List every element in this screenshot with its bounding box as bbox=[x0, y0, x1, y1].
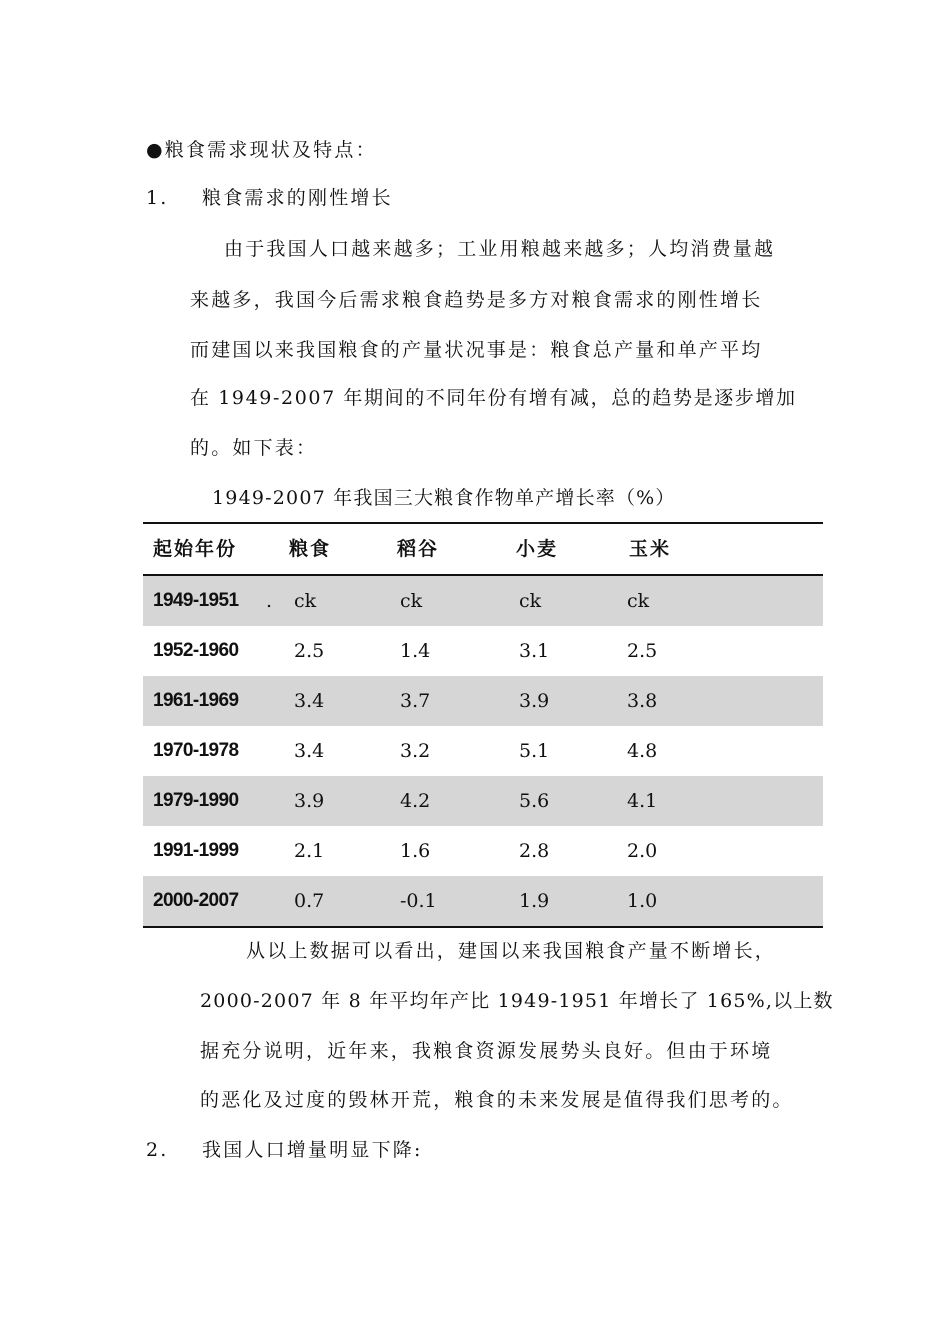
intro-line-5: 的。如下表： bbox=[190, 437, 318, 459]
table-cell: 1961-1969 bbox=[153, 690, 239, 711]
table-cell: 2.5 bbox=[627, 640, 658, 662]
table-cell: 3.9 bbox=[294, 790, 325, 812]
table-row bbox=[143, 676, 823, 726]
intro-line-2: 来越多，我国今后需求粮食趋势是多方对粮食需求的刚性增长 bbox=[190, 289, 763, 311]
conclusion-line-4: 的恶化及过度的毁林开荒，粮食的未来发展是值得我们思考的。 bbox=[200, 1089, 794, 1111]
table-cell: 1952-1960 bbox=[153, 640, 239, 661]
conclusion-line-2: 2000-2007 年 8 年平均年产比 1949-1951 年增长了 165%,以上数 bbox=[200, 990, 834, 1012]
table-cell: 1970-1978 bbox=[153, 740, 239, 761]
table-header-row bbox=[143, 524, 823, 576]
table-cell: 1.4 bbox=[400, 640, 431, 662]
table-cell: ck bbox=[627, 590, 650, 612]
table-caption: 1949-2007 年我国三大粮食作物单产增长率（%） bbox=[212, 487, 676, 509]
intro-line-1: 由于我国人口越来越多；工业用粮越来越多；人均消费量越 bbox=[224, 238, 776, 260]
stray-mark: . bbox=[266, 590, 273, 612]
table-cell: 1.0 bbox=[627, 890, 658, 912]
section-2-number: 2. bbox=[146, 1139, 169, 1161]
intro-line-4: 在 1949-2007 年期间的不同年份有增有减，总的趋势是逐步增加 bbox=[190, 387, 797, 409]
yield-growth-table bbox=[143, 522, 823, 928]
table-cell: 4.2 bbox=[400, 790, 431, 812]
header-cell: 稻谷 bbox=[397, 538, 440, 560]
section-2-title: 我国人口增量明显下降: bbox=[202, 1139, 423, 1161]
table-cell: ck bbox=[294, 590, 317, 612]
table-cell: ck bbox=[519, 590, 542, 612]
table-row bbox=[143, 726, 823, 776]
table-cell: 1991-1999 bbox=[153, 840, 239, 861]
table-cell: 1949-1951 bbox=[153, 590, 239, 611]
table-cell: 2.8 bbox=[519, 840, 550, 862]
table-cell: 2000-2007 bbox=[153, 890, 239, 911]
table-cell: 5.1 bbox=[519, 740, 550, 762]
table-cell: -0.1 bbox=[400, 890, 437, 912]
header-cell: 粮食 bbox=[289, 538, 332, 560]
table-row bbox=[143, 576, 823, 626]
table-cell: 2.5 bbox=[294, 640, 325, 662]
table-cell: 0.7 bbox=[294, 890, 325, 912]
section-1-number: 1. bbox=[146, 187, 169, 209]
table-cell: 4.8 bbox=[627, 740, 658, 762]
table-cell: 1.6 bbox=[400, 840, 431, 862]
table-cell: 3.9 bbox=[519, 690, 550, 712]
conclusion-line-3: 据充分说明，近年来，我粮食资源发展势头良好。但由于环境 bbox=[200, 1040, 773, 1062]
table-row bbox=[143, 826, 823, 876]
table-cell: 2.0 bbox=[627, 840, 658, 862]
conclusion-line-1: 从以上数据可以看出，建国以来我国粮食产量不断增长， bbox=[246, 940, 777, 962]
intro-line-3: 而建国以来我国粮食的产量状况事是：粮食总产量和单产平均 bbox=[190, 339, 763, 361]
table-cell: 3.4 bbox=[294, 690, 325, 712]
table-cell: ck bbox=[400, 590, 423, 612]
table-cell: 3.8 bbox=[627, 690, 658, 712]
table-cell: 5.6 bbox=[519, 790, 550, 812]
section-1-title: 粮食需求的刚性增长 bbox=[202, 187, 393, 209]
table-cell: 1979-1990 bbox=[153, 790, 239, 811]
table-cell: 2.1 bbox=[294, 840, 325, 862]
table-cell: 3.7 bbox=[400, 690, 431, 712]
header-cell: 小麦 bbox=[516, 538, 559, 560]
table-row bbox=[143, 776, 823, 826]
table-row bbox=[143, 876, 823, 926]
table-cell: 1.9 bbox=[519, 890, 550, 912]
table-cell: 4.1 bbox=[627, 790, 658, 812]
header-cell: 玉米 bbox=[629, 538, 672, 560]
table-row bbox=[143, 626, 823, 676]
table-cell: 3.1 bbox=[519, 640, 550, 662]
table-cell: 3.2 bbox=[400, 740, 431, 762]
section-heading: ●粮食需求现状及特点： bbox=[146, 139, 377, 161]
header-cell: 起始年份 bbox=[153, 538, 238, 560]
table-cell: 3.4 bbox=[294, 740, 325, 762]
